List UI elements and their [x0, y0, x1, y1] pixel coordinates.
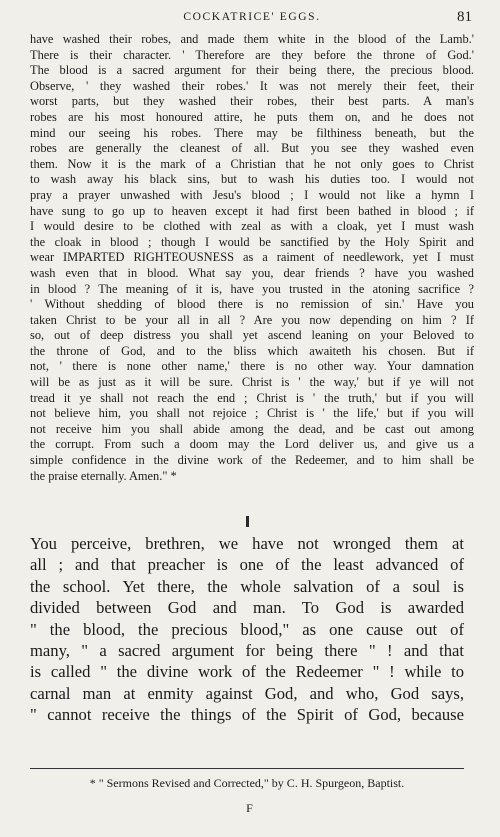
quote-line: have sung to go up to heaven except it had first been bathed in blood ; if: [30, 203, 474, 218]
quoted-sermon-extract: [30, 32, 474, 484]
footnote: * " Sermons Revised and Corrected," by C. H. Spurgeon, Baptist.: [89, 776, 405, 790]
body-line: the school. Yet there, the whole salvation of a soul is: [30, 576, 464, 596]
quote-line: not believe him, you shall not rejoice ; Christ is ' the life,' but if you will: [30, 406, 474, 421]
quote-line: Observe, ' they washed their robes.' It was not merely their feet, their: [30, 78, 474, 93]
quote-line: ' Without shedding of blood there is no remission of sin.' Have you: [30, 297, 474, 312]
quote-line: The blood is a sacred argument for their being there, the precious blood.: [30, 63, 474, 78]
body-line: divided between God and man. To God is awarded: [30, 598, 464, 618]
quote-line: not receive him you shall abide among the dead, and be cast out among: [30, 421, 474, 436]
running-title: COCKATRICE' EGGS.: [183, 11, 321, 23]
quote-line: the throne of God, and to the bliss which awaiteth his chosen. But if: [30, 343, 474, 358]
body-line: " the blood, the precious blood," as one cause out of: [30, 619, 464, 639]
body-line: many, " a sacred argument for being there " ! and that: [30, 641, 464, 661]
quote-line: pray a prayer unwashed with Jesu's blood ; I would not like a hymn I: [30, 187, 474, 202]
quote-line: have washed their robes, and made them white in the blood of the Lamb.': [30, 32, 474, 46]
body-line: carnal man at enmity against God, and who, God says,: [30, 683, 464, 703]
quote-line: worst parts, but they washed their robes, their best parts. A man's: [30, 94, 474, 109]
quote-line: the corrupt. From such a doom may the Lord deliver us, and give us a: [30, 437, 474, 452]
quote-line: wear IMPARTED RIGHTEOUSNESS as a raiment of needlework, yet I must: [30, 250, 474, 265]
section-mark: [246, 516, 249, 527]
quote-line: to wash away his black sins, but to wash his duties too. I would not: [30, 172, 474, 187]
body-line: " cannot receive the things of the Spirit of God, because: [30, 705, 464, 725]
quote-line: robes are generally the cleanest of all. But you see they washed even: [30, 141, 474, 156]
quote-line: robes are his most honoured attire, he puts them on, and he does not: [30, 109, 474, 124]
running-head: [32, 9, 472, 27]
body-line: all ; and that preacher is one of the least advanced of: [30, 555, 464, 575]
quote-line: in blood ? The meaning of it is, have you trusted in the atoning sacrifice ?: [30, 281, 474, 296]
quote-line: tread it ye shall not reach the end ; Christ is ' the truth,' but if you will: [30, 390, 474, 405]
quote-line: the cloak in blood ; though I would be sanctified by the Holy Spirit and: [30, 234, 474, 249]
quote-line: There is their character. ' Therefore are they before the throne of God.': [30, 47, 474, 62]
page-number: 81: [457, 9, 472, 25]
quote-line: simple confidence in the divine work of the Redeemer, and to him shall be: [30, 453, 474, 468]
quote-line: wash even that in blood. What say you, dear friends ? have you washed: [30, 265, 474, 280]
footnote-rule: [30, 768, 464, 769]
quote-line: mind our seeing his robes. There may be filthiness beneath, but the: [30, 125, 474, 140]
body-line: is called " the divine work of the Redeemer " ! while to: [30, 662, 464, 682]
quote-line: so, out of deep distress you shall yet ascend leaning on your Beloved to: [30, 328, 474, 343]
quote-line: will be as just as it will be sure. Christ is ' the way,' but if ye will not: [30, 375, 474, 390]
quote-line: I would desire to be clothed with zeal as with a cloak, yet I must wash: [30, 219, 474, 234]
quote-line: the praise eternally. Amen." *: [30, 468, 177, 483]
body-line: You perceive, brethren, we have not wronged them at: [30, 534, 464, 553]
signature-mark: F: [246, 801, 254, 815]
quote-line: them. Now it is the mark of a Christian that he not only goes to Christ: [30, 156, 474, 171]
body-paragraph: [30, 533, 464, 726]
quote-line: taken Christ to be your all in all ? Are you now depending on him ? If: [30, 312, 474, 327]
quote-line: not, ' there is none other name,' there is no other way. Your damnation: [30, 359, 474, 374]
